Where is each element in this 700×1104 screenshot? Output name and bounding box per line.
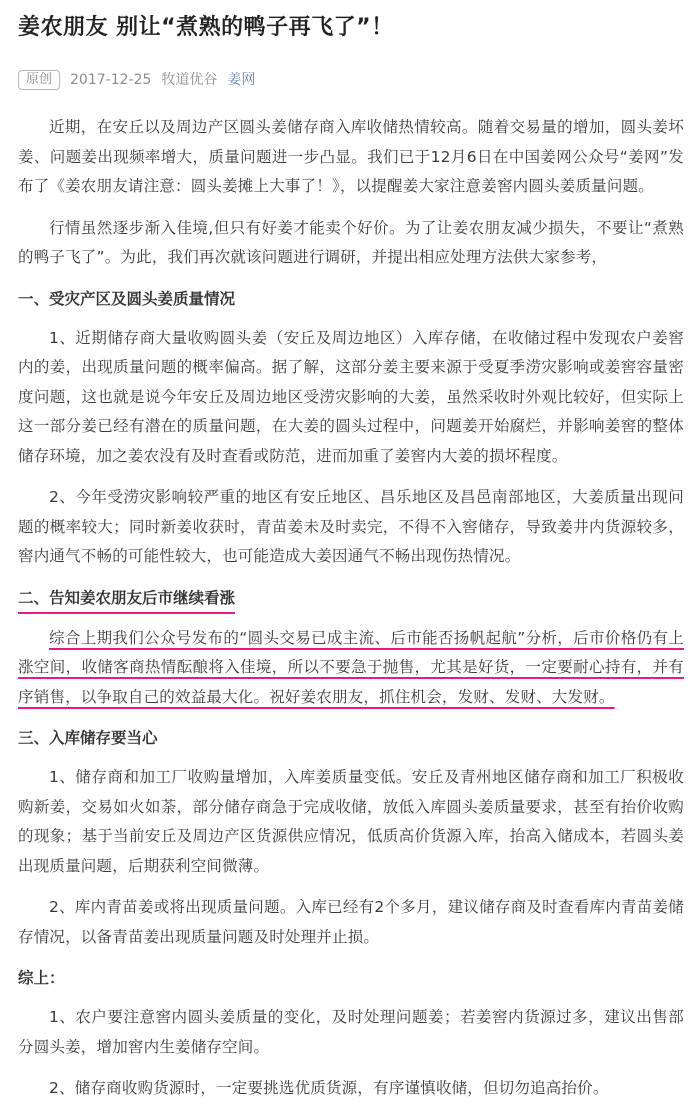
section-heading-3: 三、入库储存要当心 bbox=[18, 729, 158, 747]
source-link[interactable]: 姜网 bbox=[227, 72, 256, 88]
article-body bbox=[18, 113, 684, 1104]
highlighted-heading: 二、告知姜农朋友后市继续看涨 bbox=[18, 584, 235, 614]
section3-paragraph-2: 2、库内青苗姜或将出现质量问题。入库已经有2个多月，建议储存商及时查看库内青苗姜储存情况，以备青苗姜出现质量问题及时处理并止损。 bbox=[18, 898, 684, 946]
intro-paragraph-1: 近期，在安丘以及周边产区圆头姜储存商入库收储热情较高。随着交易量的增加，圆头姜坏姜、问题姜出现频率增大，质量问题进一步凸显。我们已于12月6日在中国姜网公众号“姜网”发布了《姜农朋友请注意：圆头姜摊上大事了！》，以提醒姜大家注意姜窖内圆头姜质量问题。 bbox=[18, 118, 684, 195]
summary-paragraph-2: 2、储存商收购货源时，一定要挑选优质货源，有序谨慎收储，但切勿追高抬价。 bbox=[49, 1079, 609, 1097]
article-title: 姜农朋友 别让“煮熟的鸭子再飞了”！ bbox=[18, 15, 394, 40]
section1-paragraph-1: 1、近期储存商大量收购圆头姜（安丘及周边地区）入库存储，在收储过程中发现农户姜窖内的姜，出现质量问题的概率偏高。据了解，这部分姜主要来源于受夏季涝灾影响或姜窖容量密度问题，这也就是说今年安丘及周边地区受涝灾影响的大姜，虽然采收时外观比较好，但实际上这一部分姜已经有潜在的质量问题，在大姜的圆头过程中，问题姜开始腐烂，并影响姜窖的整体储存环境，加之姜农没有及时查看或防范，进而加重了姜窖内大姜的损坏程度。 bbox=[18, 328, 684, 465]
article-meta bbox=[18, 69, 684, 91]
summary-paragraph-1: 1、农户要注意窖内圆头姜质量的变化，及时处理问题姜；若姜窖内货源过多，建议出售部分圆头姜，增加窖内生姜储存空间。 bbox=[18, 1008, 684, 1056]
intro-paragraph-2: 行情虽然逐步渐入佳境,但只有好姜才能卖个好价。为了让姜农朋友减少损失，不要让“煮熟的鸭子飞了”。为此，我们再次就该问题进行调研，并提出相应处理方法供大家参考， bbox=[18, 218, 684, 266]
summary-heading: 综上： bbox=[18, 969, 65, 987]
section1-paragraph-2: 2、今年受涝灾影响较严重的地区有安丘地区、昌乐地区及昌邑南部地区，大姜质量出现问题的概率较大；同时新姜收获时，青苗姜未及时卖完，不得不入窖储存，导致姜井内货源较多，窖内通气不畅的可能性较大，也可能造成大姜因通气不畅出现伤热情况。 bbox=[18, 488, 684, 565]
publish-date: 2017-12-25 bbox=[70, 72, 152, 88]
highlighted-paragraph: 综合上期我们公众号发布的“圆头交易已成主流、后市能否扬帆起航”分析，后市价格仍有上涨空间，收储客商热情酝酿将入佳境，所以不要急于抛售，尤其是好货，一定要耐心持有，并有序销售，以争取自己的效益最大化。祝好姜农朋友，抓住机会，发财、发财、大发财。 bbox=[18, 628, 684, 706]
original-tag: 原创 bbox=[18, 70, 60, 90]
section3-paragraph-1: 1、储存商和加工厂收购量增加，入库姜质量变低。安丘及青州地区储存商和加工厂积极收购新姜，交易如火如荼，部分储存商急于完成收储，放低入库圆头姜质量要求，甚至有抬价收购的现象；基于当前安丘及周边产区货源供应情况，低质高价货源入库，抬高入储成本，若圆头姜出现质量问题，后期获利空间微薄。 bbox=[18, 768, 684, 875]
author-name: 牧道优谷 bbox=[161, 72, 218, 88]
section2-paragraph bbox=[18, 624, 684, 713]
section-heading-2 bbox=[18, 584, 684, 614]
section-heading-1: 一、受灾产区及圆头姜质量情况 bbox=[18, 289, 236, 308]
